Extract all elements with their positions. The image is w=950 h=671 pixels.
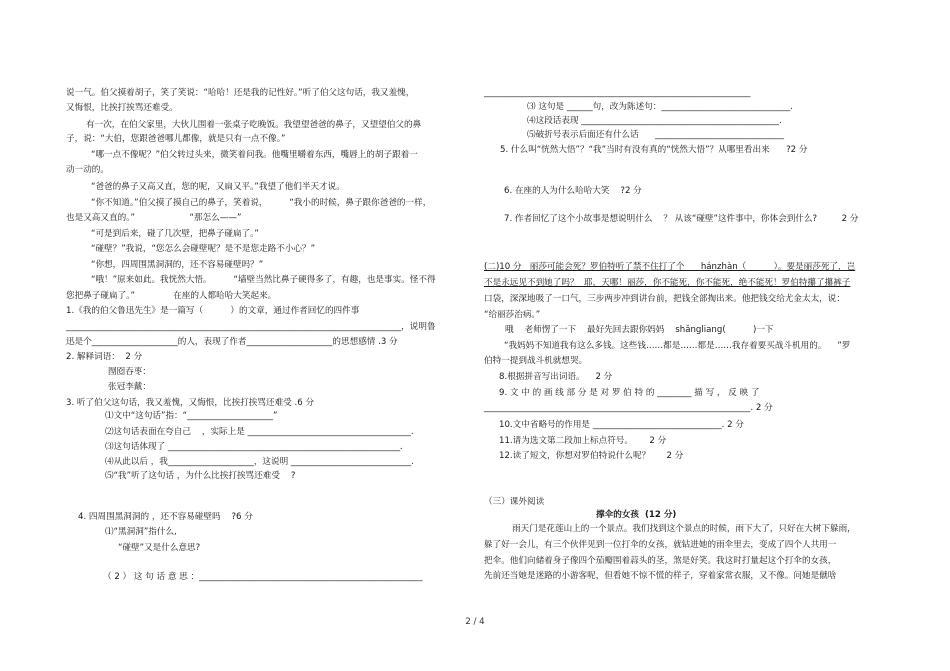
right-column-line: 雨天门是花莲山上的一个景点。我们找到这个景点的时候，雨下大了，只好在大树下躲雨， [512, 524, 856, 534]
left-column-line: 囫囵吞枣： [108, 367, 151, 377]
right-column-line: 7. 作者回忆了这个小故事是想说明什么 ？ 从该“碰壁”这件事中，你体会到什么? 2 分 [504, 214, 859, 224]
right-column-line: ______________________________________________________________ [484, 88, 751, 98]
right-column-line: “我妈妈不知道我有这么多钱。这些钱……都是……都是……我存着要买战斗机用的。 ”罗 [504, 341, 851, 351]
left-column-line: 张冠李戴： [108, 382, 151, 392]
right-column-line: ⑶ 这句是 ______句，改为陈述句：______________________________. [527, 102, 794, 112]
right-column-line: 撑伞的女孩 (12 分) [596, 510, 677, 520]
right-column-line: ⑷这段话表现 ______________________________________________. [527, 116, 782, 126]
right-column-line: 11.请为选文第二段加上标点符号。 2 分 [499, 436, 667, 446]
left-column-line: “你不知道。”伯父摸了摸自己的鼻子，笑着说， “我小的时候，鼻子跟你爸爸的一样， [91, 198, 432, 208]
left-column-line: “碰壁？”我说，“您怎么会碰壁呢？是不是您走路不小心？” [91, 244, 316, 254]
right-column-line: ⑸破折号表示后面还有什么话 ______________________________ [527, 130, 785, 140]
left-column-line: 2. 解释词语： 2 分 [66, 352, 143, 362]
right-column-line: 5. 什么叫“恍然大悟”？“我”当时有没有真的“恍然大悟”？从哪里看出来 ?2 分 [500, 145, 808, 155]
left-column-line: 迅是个____________________的人，表现了作者____________________的思想感情 .3 分 [66, 337, 398, 347]
left-column-line: ⑶这句话体现了 ______________________________________________________. [105, 442, 403, 452]
right-column-line: 哦 老师愣了一下 最好先回去跟你妈妈 shǎngliang( )一下 [505, 325, 774, 335]
right-column-line: 不是永远见不到她了吗？ 耶，天哪！丽莎，你不能死，你不能死，绝不能死！罗伯特攥了攥裤子 [484, 278, 851, 288]
left-column-line: “哦！”原来如此。我恍然大悟。 “墙壁当然比鼻子硬得多了，有趣，也是事实。怪不得 [91, 275, 436, 285]
left-column-line: 子，说：“大伯，您跟爸爸哪儿都像，就是只有一点不像。” [66, 134, 286, 144]
left-column-line: 有一次，在伯父家里，大伙儿围着一张桌子吃晚饭。我望望爸爸的鼻子，又望望伯父的鼻 [86, 120, 422, 130]
left-column-line: 4. 四周围黑洞洞的 ，还不容易碰壁吗 ?6 分 [78, 512, 253, 522]
right-column-line: 躲了好一会儿，有三个伙伴见到一位打伞的女孩，就钻进她的雨伞里去，变成了四个人共用一 [484, 540, 837, 550]
left-column-line: 说一气。伯父摸着胡子，笑了笑说：“哈哈！还是我的记性好。”听了伯父这句话，我又羞愧， [66, 88, 415, 98]
right-column-line: 12.读了短文，你想对罗伯特说什么呢？ 2 分 [499, 451, 684, 461]
left-column-line: “可是到后来，碰了几次壁，把鼻子碰扁了。” [91, 229, 259, 239]
right-column-line: 6. 在座的人为什么哈哈大笑 ?2 分 [504, 186, 642, 196]
right-column-line: 伯特一提到战斗机就想哭。 [484, 356, 588, 366]
page-number: 2 / 4 [465, 617, 485, 627]
left-column-line: 动一动的。 [66, 165, 109, 175]
left-column-line: ⑸“我”听了这句话 ，为什么比挨打挨骂还难受 ? [105, 471, 296, 481]
left-column-line: 又悔恨，比挨打挨骂还难受。 [66, 103, 178, 113]
left-column-line: “爸爸的鼻子又高又直，您的呢，又扁又平。”我望了他们半天才说。 [91, 182, 345, 192]
left-column-line: ⑷从此以后 ，我____________________，这说明 ____________________________. [105, 457, 414, 467]
left-column-line: 您把鼻子碰扁了。” 在座的人都哈哈大笑起来。 [66, 291, 277, 301]
left-column-line: ⑴“黑洞洞”指什么, [105, 527, 177, 537]
left-column-line: ⑵这句话表面在夸自己 ，实际上是 ______________________________________. [105, 427, 414, 437]
right-column-line: 口袋，深深地吸了一口气，三步两步冲到讲台前，把钱全部掏出来。他把钱交给尤金太太，说： [484, 294, 845, 304]
left-column-line: ⑴文中“这句话”指：“____________________” [105, 411, 278, 421]
right-column-line: 10.文中省略号的作用是 ______________________________. 2 分 [499, 420, 744, 430]
right-column-line: “给丽莎治病。” [484, 310, 541, 320]
right-column-line: ______________________________________________________________. 2 分 [484, 403, 773, 413]
right-column-line: （三）课外阅读 [484, 497, 545, 507]
left-column-line: “你想，四周围黑洞洞的，还不容易碰壁吗？” [91, 260, 264, 270]
left-column-line: （ 2 ） 这 句 话 意 思 ：____________________________________________________ [103, 572, 423, 582]
right-column-line: 先前还当她是迷路的小游客呢，但看她不惊不慌的样子，穿着家常衣服，又不像。问她是僦啥 [484, 571, 837, 581]
right-column-line: 9. 文 中 的 画 线 部 分 是 对 罗 伯 特 的 ________ 描 写 ， 反 映 了 [499, 388, 760, 398]
left-column-line: “哪一点不像呢？”伯父转过头来，微笑着问我。他嘴里嚼着东西，嘴唇上的胡子跟着一 [91, 150, 418, 160]
left-column-line: ______________________________________________________________________________，说明鲁 [66, 322, 436, 332]
right-column-line: 把伞。他们向储着身子像四个茄瓣围着蒜头的茎，煞是好笑。我这时打量起这个打伞的女孩， [484, 556, 837, 566]
right-column-line: 8.根据拼音写出词语。 2 分 [499, 372, 613, 382]
right-column-line: (二)10 分 丽莎可能会死？罗伯特听了禁不住打了个 hánzhàn（ ）。要是丽莎死了，岂 [484, 262, 856, 272]
left-column-line: 也是又高又直的。” “那怎么——” [66, 213, 242, 223]
left-column-line: 1.《我的伯父鲁迅先生》是一篇写（ ）的文章，通过作者回忆的四件事 [66, 306, 360, 316]
left-column-line: “碰壁”又是什么意思? [118, 543, 201, 553]
left-column-line: 3. 听了伯父这句话，我又羞愧，又悔恨，比挨打挨骂还难受 .6 分 [66, 398, 315, 408]
